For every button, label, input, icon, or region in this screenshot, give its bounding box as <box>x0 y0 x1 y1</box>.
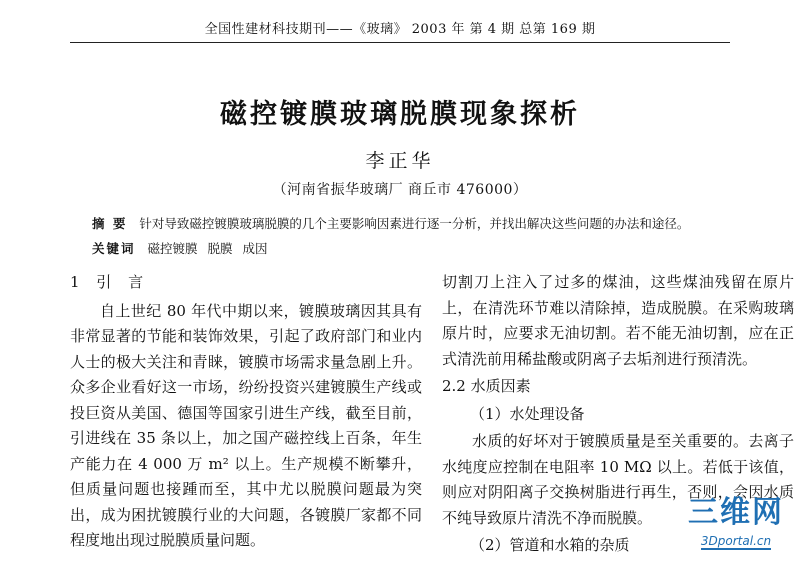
site-watermark <box>676 496 796 564</box>
watermark-url: 3Dportal.cn <box>700 534 772 548</box>
section-heading-introduction: 1 引 言 <box>70 273 150 291</box>
abstract-label: 摘 要 <box>92 216 128 231</box>
continued-paragraph: 切割刀上注入了过多的煤油，这些煤油残留在原片上，在清洗环节难以清除掉，造成脱膜。在采购玻璃原片时，应要求无油切割。若不能无油切割，应在正式清洗前用稀盐酸或阴离子去垢剂进行预清洗。 <box>442 273 794 368</box>
keyword: 磁控镀膜 <box>147 241 198 256</box>
water-quality-paragraph: 水质的好坏对于镀膜质量是至关重要的。去离子水纯度应控制在电阻率 10 MΩ 以上。若低于该值，则应对阴阳离子交换树脂进行再生，否则，会因水质不纯导致原片清洗不净而脱膜。 <box>442 432 794 527</box>
watermark-logo: 三维网 <box>688 495 784 530</box>
article-title: 磁控镀膜玻璃脱膜现象探析 <box>220 99 580 130</box>
author-affiliation: （河南省振华玻璃厂 商丘市 476000） <box>272 182 528 198</box>
abstract-text: 针对导致磁控镀膜玻璃脱膜的几个主要影响因素进行逐一分析，并找出解决这些问题的办法和途径。 <box>139 216 690 231</box>
abstract <box>92 215 740 233</box>
keyword: 成因 <box>242 241 268 256</box>
intro-paragraph: 自上世纪 80 年代中期以来，镀膜玻璃因其具有非常显著的节能和装饰效果，引起了政府部门和业内人士的极大关注和青睐，镀膜市场需求量急剧上升。众多企业看好这一市场，纷纷投资兴建镀膜生产线或投巨资从美国、德国等国家引进生产线，截至目前，引进线在 35 条以上，加之国产磁控线上百条，年生产能力在 4 000 万 m² 以上。生产规模不断攀升，但质量问题也接踵而至，其中尤以脱膜问题最为突出，成为困扰镀膜行业的大问题，各镀膜厂家都不同程度地出现过脱膜质量问题。 <box>70 301 422 549</box>
keyword: 脱膜 <box>207 241 233 256</box>
article-author: 李正华 <box>365 150 435 172</box>
section-heading-water-quality: 2.2 水质因素 <box>442 377 531 395</box>
keywords-label: 关键词 <box>92 241 136 256</box>
keywords <box>92 240 740 258</box>
journal-header: 全国性建材科技期刊——《玻璃》 2003 年 第 4 期 总第 169 期 <box>204 22 596 37</box>
item-heading-pipes-tanks: （2）管道和水箱的杂质 <box>470 536 630 554</box>
header-divider <box>70 42 730 43</box>
item-heading-water-treatment: （1）水处理设备 <box>470 404 585 423</box>
left-column <box>70 270 422 554</box>
